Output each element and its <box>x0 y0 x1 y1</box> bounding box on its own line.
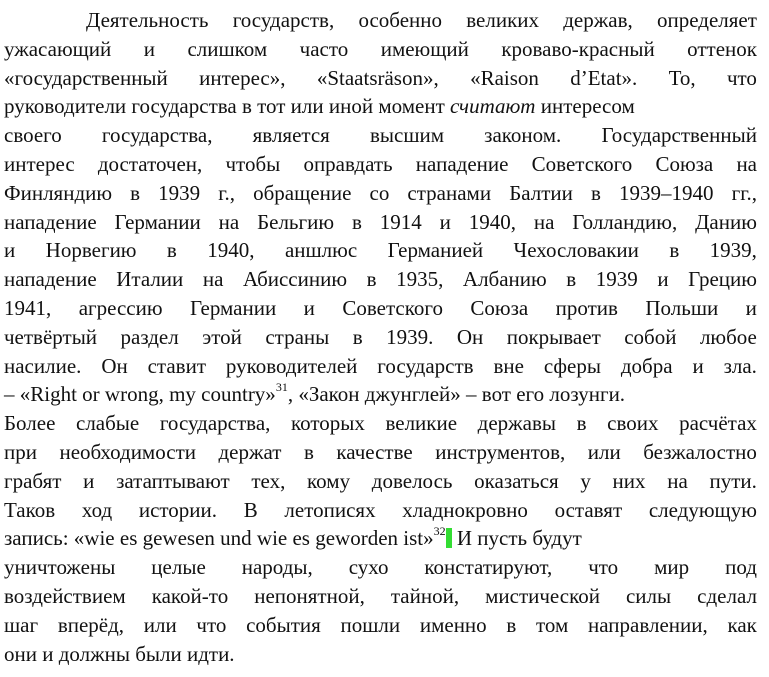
word: и <box>745 295 757 320</box>
text-line <box>4 467 757 496</box>
word: против <box>555 295 618 320</box>
word: четвёртый <box>4 324 98 349</box>
word: 1939–1940 <box>619 180 714 205</box>
word: в <box>130 180 141 205</box>
text-line <box>4 524 757 553</box>
word: определяет <box>657 8 757 32</box>
word: шаг <box>4 612 39 637</box>
word: своих <box>607 411 659 436</box>
word: Бельгию <box>257 209 335 234</box>
word: и <box>143 36 155 61</box>
word: оставят <box>554 497 623 522</box>
text-line <box>4 236 757 265</box>
word: которых <box>291 411 365 436</box>
word: воздействием <box>4 583 126 608</box>
word: в <box>366 267 377 292</box>
word: у <box>580 468 591 493</box>
text-line <box>4 640 757 669</box>
word: констатируют, <box>424 555 553 580</box>
word: на <box>202 267 224 292</box>
text-segment: запись: «wie es gewesen und wie es geworden ist» <box>4 526 434 551</box>
word: народы, <box>241 555 313 580</box>
footnote-ref[interactable]: 31 <box>275 380 288 395</box>
word: что <box>726 65 757 90</box>
word: 1935, <box>396 267 444 292</box>
word: на <box>667 468 688 493</box>
word: в <box>590 180 601 205</box>
word: в <box>576 411 587 436</box>
word: добра <box>620 353 673 378</box>
word: интерес <box>4 151 75 176</box>
word: Абиссинию <box>242 267 348 292</box>
word: гг., <box>731 180 757 205</box>
word: слишком <box>187 36 268 61</box>
text-line <box>4 380 757 409</box>
word: То, <box>668 65 696 90</box>
word: 1939, <box>709 238 757 263</box>
word: нападение <box>4 209 97 234</box>
word: качестве <box>336 439 413 464</box>
word: и <box>83 468 95 493</box>
word: Государственный <box>601 123 757 148</box>
word: сферы <box>543 353 601 378</box>
word: кому <box>307 468 351 493</box>
word: и <box>303 295 315 320</box>
word: безжалостно <box>643 439 757 464</box>
word: держат <box>218 439 282 464</box>
word: оправдать <box>303 151 393 176</box>
word: том <box>536 612 569 637</box>
word: мистической <box>485 583 600 608</box>
word: имеющий <box>380 36 469 61</box>
word: страны <box>265 324 330 349</box>
word: Более <box>4 411 56 436</box>
word: обращение <box>253 180 352 205</box>
emphasized-word: считают <box>450 94 536 119</box>
word: интерес», <box>199 65 286 90</box>
word: государств, <box>232 8 335 32</box>
word: непонятной, <box>254 583 365 608</box>
word: этой <box>202 324 242 349</box>
word: пути. <box>709 468 757 493</box>
word: странами <box>407 180 492 205</box>
word: г., <box>218 180 236 205</box>
text-segment: руководители государства в тот или иной момент <box>4 94 451 119</box>
text-segment: – «Right or wrong, my country» <box>4 382 276 407</box>
word: кроваво-красный <box>501 36 655 61</box>
word: великие <box>385 411 458 436</box>
word: уничтожены <box>4 555 116 580</box>
word: хладнокровно <box>402 497 528 522</box>
word: Советского <box>342 295 443 320</box>
word: ужасающий <box>4 36 112 61</box>
word: Балтии <box>509 180 573 205</box>
word: насилие. <box>4 353 82 378</box>
word: в <box>303 439 314 464</box>
text-line <box>4 265 757 294</box>
word: вне <box>493 353 524 378</box>
word: 1941, <box>4 295 52 320</box>
word: тех, <box>251 468 286 493</box>
text-line <box>4 323 757 352</box>
word: Грецию <box>688 267 757 292</box>
word: В <box>243 497 258 522</box>
word: инструментов, <box>435 439 566 464</box>
word: сухо <box>348 555 389 580</box>
word: мир <box>654 555 690 580</box>
word: Таков <box>4 497 56 522</box>
word: достаточен, <box>97 151 203 176</box>
word: Германией <box>387 238 484 263</box>
word: Финляндию <box>4 180 113 205</box>
word: 1939 <box>595 267 638 292</box>
word: какой-то <box>151 583 229 608</box>
text-line <box>4 92 757 121</box>
word: Италии <box>116 267 184 292</box>
word: слабые <box>76 411 140 436</box>
word: 1940, <box>468 209 516 234</box>
word: в <box>506 612 517 637</box>
word: что <box>588 555 619 580</box>
footnote-ref[interactable]: 32 <box>433 524 446 539</box>
word: силы <box>625 583 672 608</box>
word: в <box>352 324 363 349</box>
word: 1940, <box>207 238 255 263</box>
word: Норвегию <box>45 238 137 263</box>
word: особенно <box>358 8 442 32</box>
word: Германии <box>114 209 201 234</box>
word: является <box>252 123 330 148</box>
word: государства, <box>101 123 213 148</box>
word: руководителей <box>225 353 358 378</box>
word: Голландию, <box>572 209 678 234</box>
word: чтобы <box>225 151 281 176</box>
word: оказаться <box>474 468 559 493</box>
word: Союза <box>655 151 714 176</box>
word: них <box>612 468 646 493</box>
word: Данию <box>695 209 757 234</box>
word: что <box>196 612 227 637</box>
word: летописях <box>284 497 376 522</box>
body-paragraph <box>4 6 757 668</box>
word: своего <box>4 123 62 148</box>
word: истории. <box>138 497 218 522</box>
word: Польши <box>645 295 719 320</box>
word: события <box>246 612 321 637</box>
word: со <box>369 180 390 205</box>
word: направлении, <box>588 612 708 637</box>
word: на <box>218 209 240 234</box>
word: на <box>736 151 757 176</box>
text-line <box>4 582 757 611</box>
word: Деятельность <box>86 8 209 32</box>
word: 1939. <box>386 324 434 349</box>
word: сделал <box>697 583 757 608</box>
word: агрессию <box>78 295 163 320</box>
word: Союза <box>470 295 529 320</box>
text-line <box>4 6 757 35</box>
word: государства, <box>159 411 271 436</box>
text-segment: они и должны были идти. <box>4 641 235 666</box>
word: и <box>657 267 669 292</box>
word: Он <box>456 324 484 349</box>
word: часто <box>299 36 349 61</box>
word: под <box>725 555 757 580</box>
word: довелось <box>371 468 453 493</box>
word: собой <box>624 324 677 349</box>
text-line <box>4 208 757 237</box>
word: нападение <box>4 267 97 292</box>
word: и <box>439 209 451 234</box>
text-line <box>4 64 757 93</box>
text-line <box>4 179 757 208</box>
word: держав, <box>563 8 633 32</box>
word: аншлюс <box>284 238 358 263</box>
word: расчётах <box>679 411 757 436</box>
word: при <box>4 439 37 464</box>
word: в <box>566 267 577 292</box>
word: d’Etat». <box>570 65 638 90</box>
word: высшим <box>369 123 445 148</box>
word: зла. <box>723 353 757 378</box>
word: «государственный <box>4 65 168 90</box>
word: грабят <box>4 468 62 493</box>
text-line <box>4 611 757 640</box>
text-segment: , «Закон джунглей» – вот его лозунги. <box>287 382 626 407</box>
word: оттенок <box>687 36 757 61</box>
word: в <box>166 238 177 263</box>
text-line <box>4 150 757 179</box>
word: 1914 <box>379 209 422 234</box>
word: державы <box>477 411 557 436</box>
word: Он <box>101 353 128 378</box>
word: 1939 <box>158 180 201 205</box>
word: великих <box>466 8 540 32</box>
word: государств <box>377 353 474 378</box>
text-line <box>4 496 757 525</box>
word: именно <box>419 612 487 637</box>
word: пошли <box>340 612 401 637</box>
text-line <box>4 553 757 582</box>
word: или <box>587 439 621 464</box>
word: тайной, <box>390 583 460 608</box>
text-segment: И пусть будут <box>451 526 582 551</box>
word: Советского <box>531 151 633 176</box>
word: раздел <box>120 324 179 349</box>
word: в <box>669 238 680 263</box>
word: Чехословакии <box>513 238 639 263</box>
text-line <box>4 121 757 150</box>
word: «Raison <box>470 65 539 90</box>
word: Албанию <box>462 267 547 292</box>
text-line <box>4 438 757 467</box>
word: затаптывают <box>116 468 230 493</box>
word: любое <box>699 324 757 349</box>
word: на <box>533 209 555 234</box>
word: и <box>4 238 16 263</box>
word: покрывает <box>506 324 601 349</box>
word: «Staatsräson», <box>316 65 439 90</box>
word: нападение <box>415 151 509 176</box>
word: и <box>692 353 704 378</box>
text-line <box>4 352 757 381</box>
word: Германии <box>189 295 277 320</box>
word: ставит <box>147 353 207 378</box>
word: законом. <box>484 123 562 148</box>
word: целые <box>151 555 206 580</box>
word: следующую <box>648 497 757 522</box>
text-line <box>4 294 757 323</box>
text-line <box>4 409 757 438</box>
word: как <box>727 612 757 637</box>
word: ход <box>81 497 113 522</box>
text-segment: интересом <box>535 94 635 119</box>
word: необходимости <box>59 439 196 464</box>
word: или <box>143 612 177 637</box>
word: вперёд, <box>57 612 125 637</box>
word: в <box>351 209 362 234</box>
text-line <box>4 35 757 64</box>
